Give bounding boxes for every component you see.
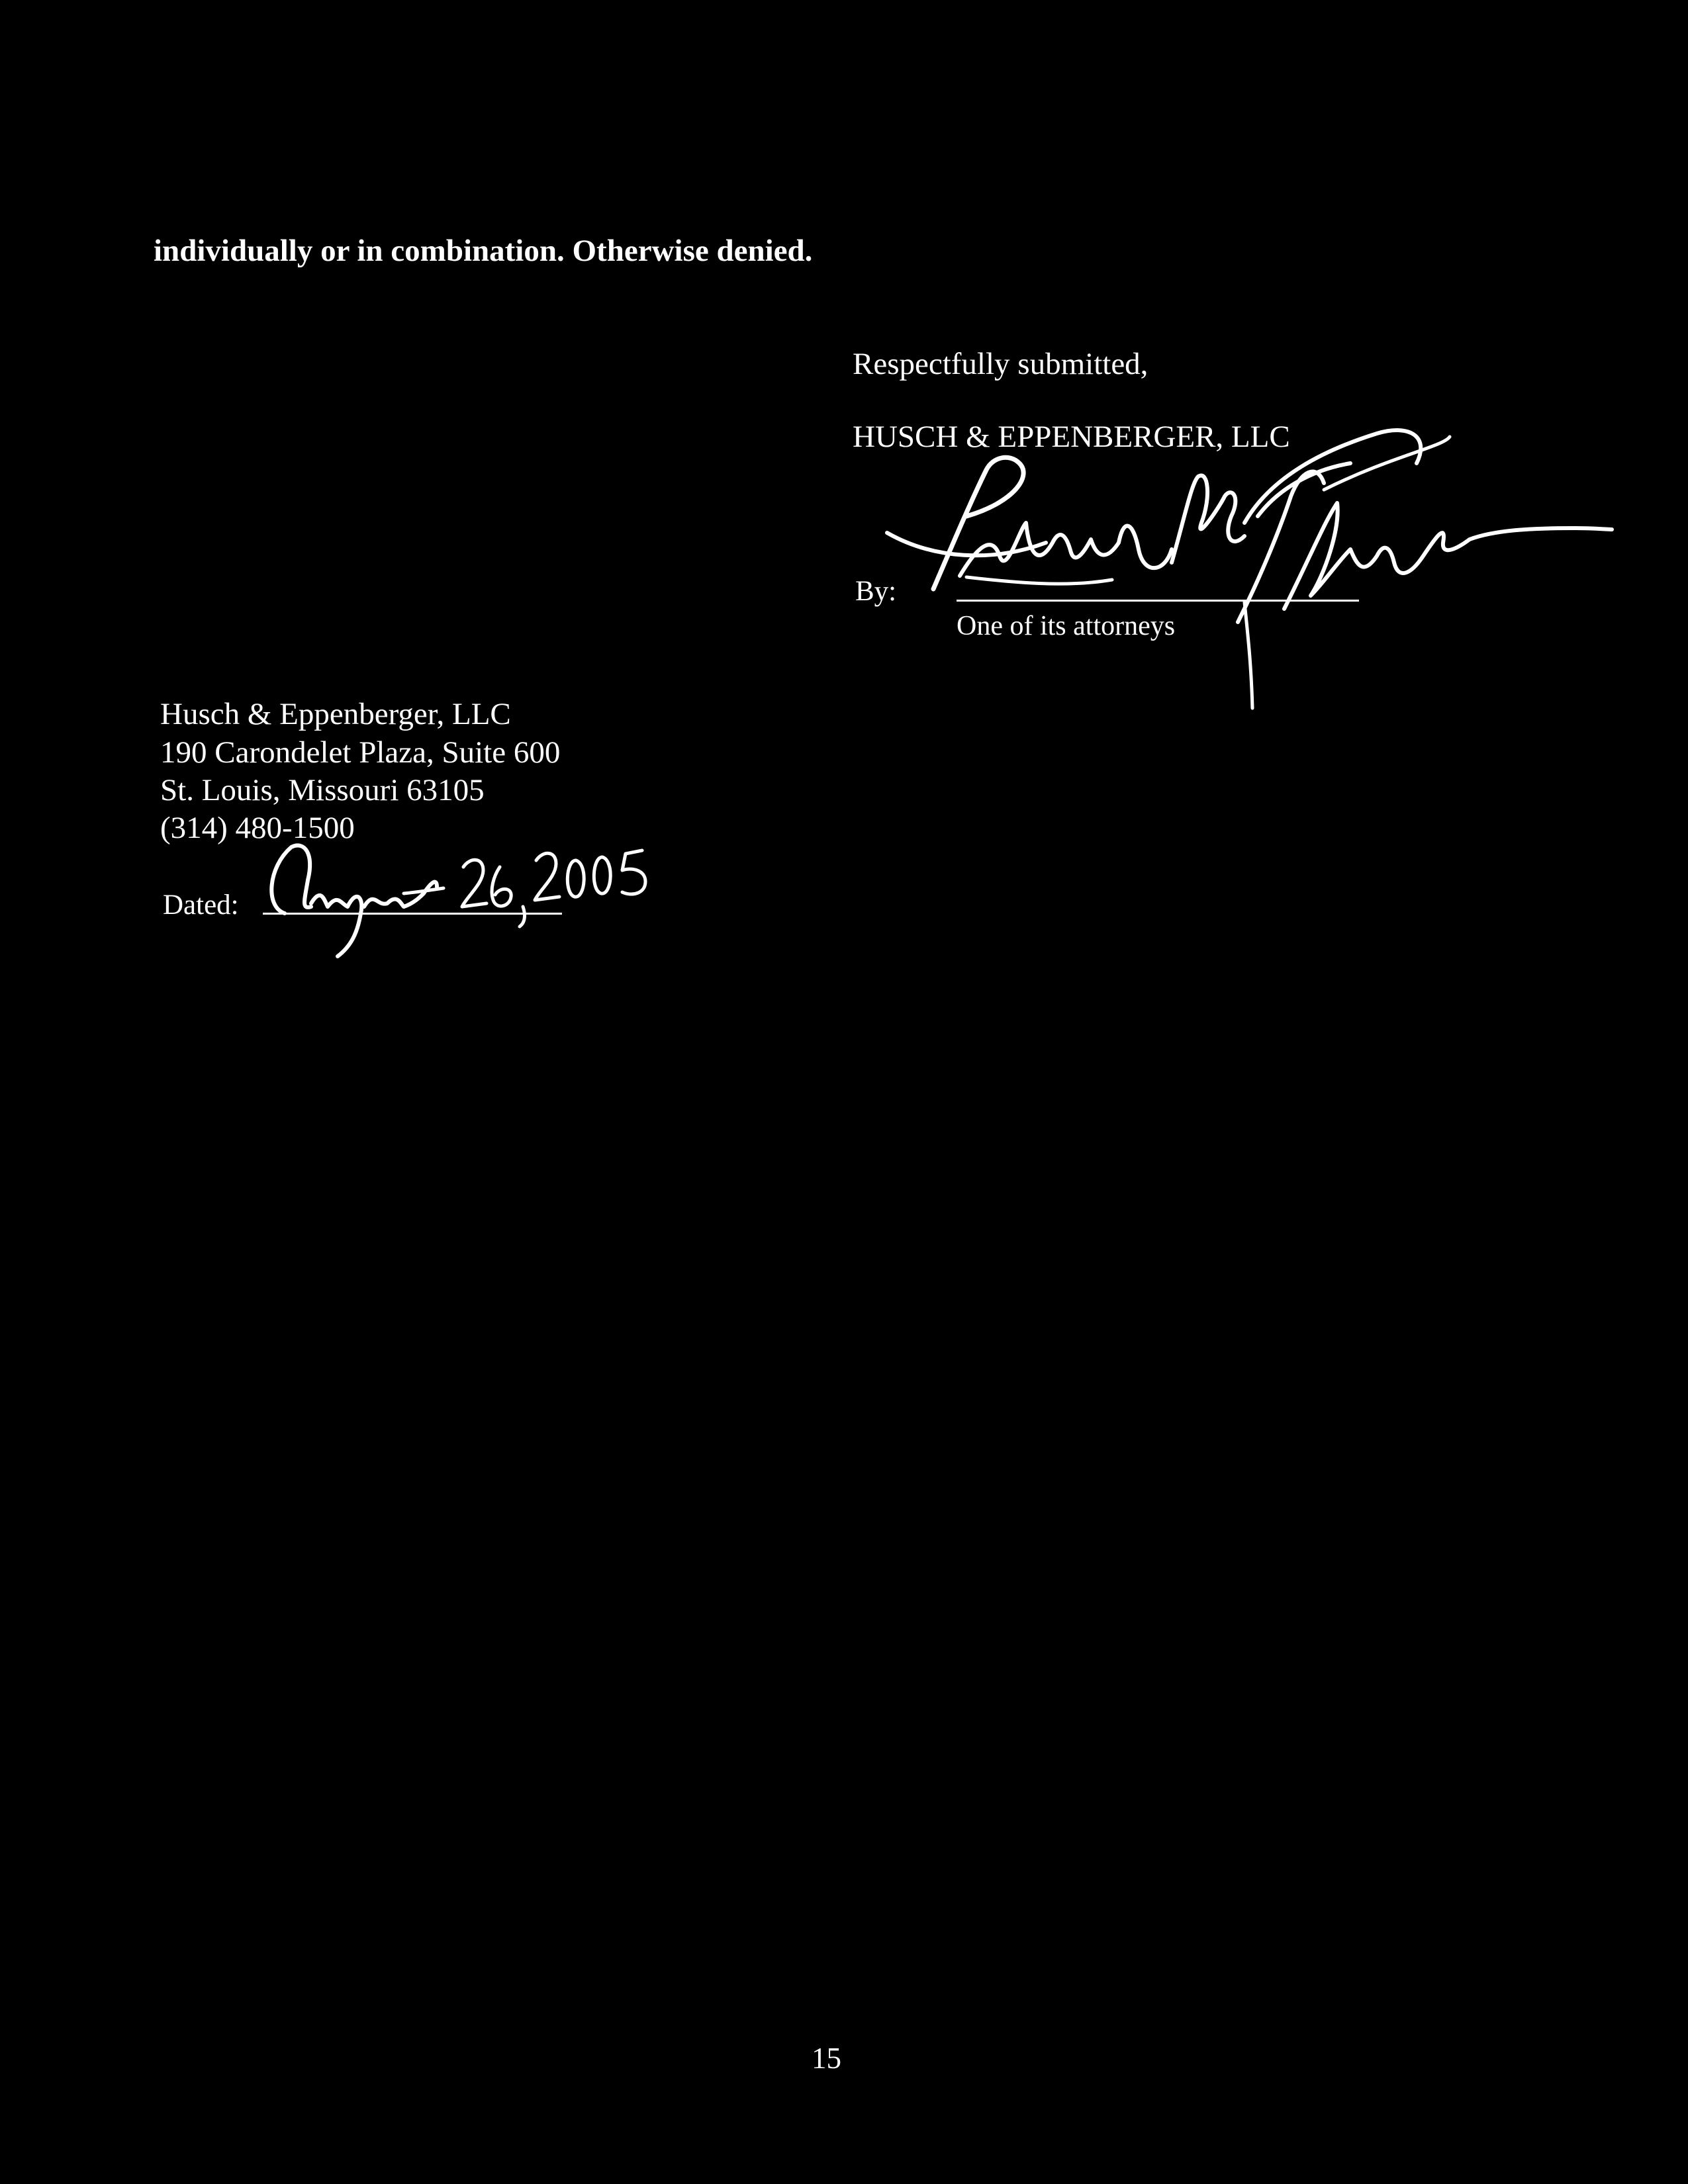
handwritten-date (265, 841, 675, 960)
handwritten-comma-stroke (520, 907, 524, 927)
signature-loop-stroke (887, 533, 1046, 555)
by-label: By: (855, 576, 897, 607)
signature-M-stroke (1172, 475, 1244, 563)
page-number: 15 (812, 2042, 841, 2075)
address-line: 190 Carondelet Plaza, Suite 600 (160, 735, 561, 770)
closing-paragraph-text: individually or in combination. Otherwise denied. (154, 234, 813, 268)
handwritten-signature (861, 424, 1615, 715)
address-line: St. Louis, Missouri 63105 (160, 773, 485, 807)
handwritten-A-stroke (271, 845, 311, 913)
signature-underline-loop (966, 577, 1112, 584)
address-line: (314) 480-1500 (160, 811, 355, 845)
address-line: Husch & Eppenberger, LLC (160, 697, 511, 731)
signer-role: One of its attorneys (957, 611, 1176, 641)
signature-atrick-stroke (960, 523, 1172, 576)
firm-name-heading: HUSCH & EPPENBERGER, LLC (853, 420, 1290, 454)
handwritten-2005-stroke (535, 850, 645, 900)
closing-salutation: Respectfully submitted, (853, 347, 1149, 381)
handwritten-26-stroke (462, 860, 511, 907)
signature-lachs-stroke (1284, 503, 1612, 609)
dated-label: Dated: (163, 889, 239, 921)
signature-P-stem (933, 457, 1023, 589)
handwritten-t-cross-stroke (404, 888, 444, 893)
signature-tail-stroke (1244, 602, 1252, 708)
